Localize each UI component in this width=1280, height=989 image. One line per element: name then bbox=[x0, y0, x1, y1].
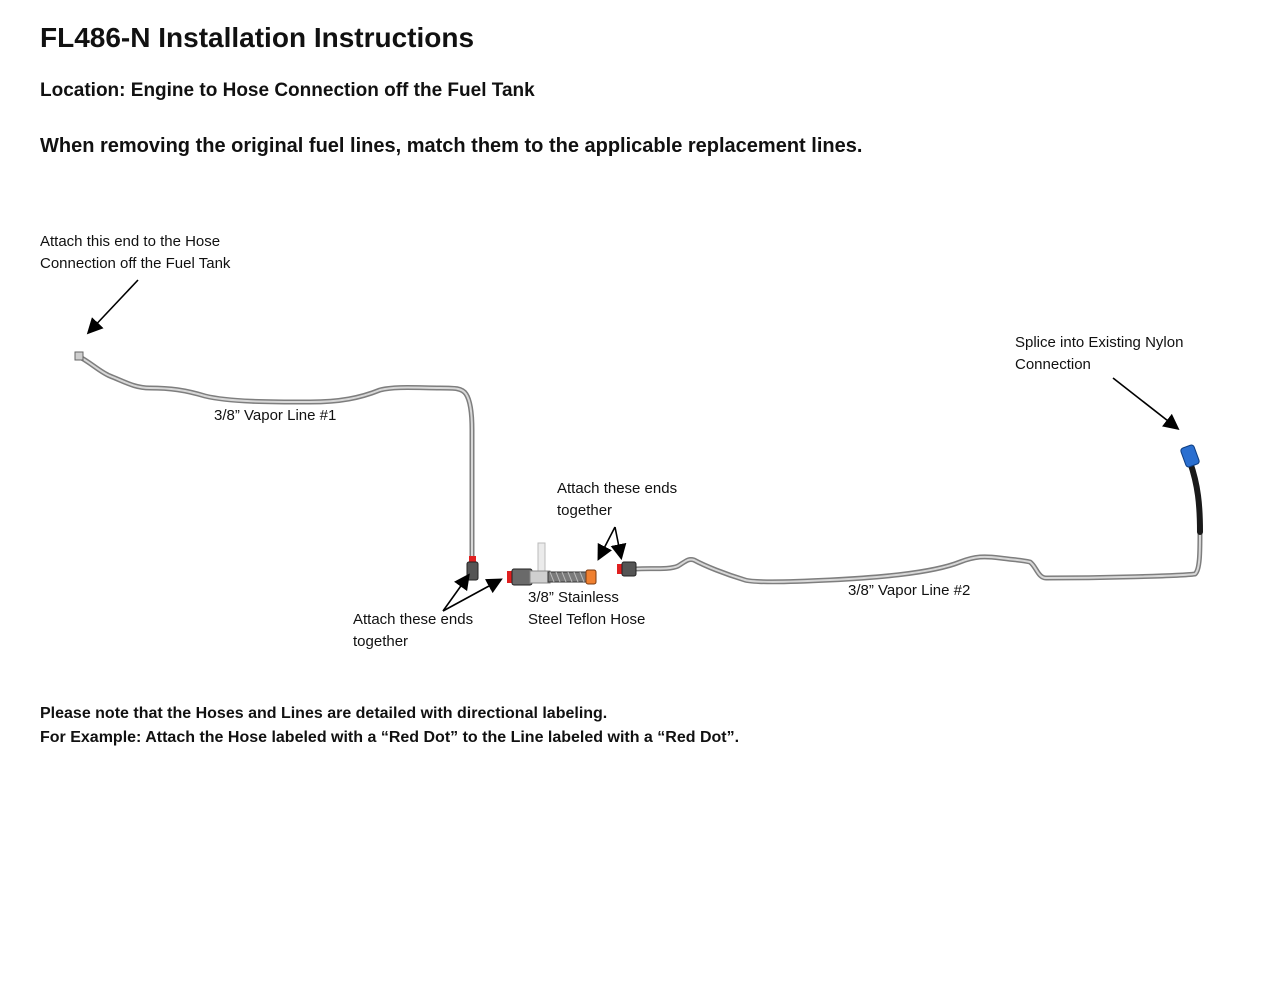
arrow-hose-end bbox=[443, 580, 500, 611]
location-text: Location: Engine to Hose Connection off the Fuel Tank bbox=[40, 80, 535, 101]
vapor-line-1 bbox=[75, 352, 478, 580]
tank-end-fitting bbox=[75, 352, 83, 360]
attach-right-callout: Attach these ends together bbox=[557, 480, 678, 519]
attach-left-callout: Attach these ends together bbox=[353, 611, 474, 650]
hose-end-fitting bbox=[512, 569, 532, 585]
vapor-line-2 bbox=[617, 444, 1200, 582]
splice-callout: Splice into Existing Nylon Connection bbox=[1015, 334, 1184, 373]
instruction-text: When removing the original fuel lines, match them to the applicable replacement lines. bbox=[40, 135, 863, 157]
page-title: FL486-N Installation Instructions bbox=[40, 22, 475, 53]
stainless-teflon-hose bbox=[507, 543, 596, 585]
orange-dot-fitting bbox=[586, 570, 596, 584]
arrow-line2-end bbox=[615, 527, 621, 557]
tank-end-callout: Attach this end to the Hose Connection off the Fuel Tank bbox=[40, 233, 231, 272]
line1-flare-nut bbox=[467, 562, 478, 580]
hose-crimp bbox=[530, 571, 550, 583]
line2-label: 3/8” Vapor Line #2 bbox=[848, 582, 971, 599]
note-red-dot-example: For Example: Attach the Hose labeled with a “Red Dot” to the Line labeled with a “Red Dot”. bbox=[40, 729, 740, 746]
line2-flare-nut bbox=[622, 562, 636, 576]
note-directional-labeling: Please note that the Hoses and Lines are detailed with directional labeling. bbox=[40, 705, 608, 722]
hose-tag bbox=[538, 543, 545, 573]
nylon-tube bbox=[1190, 462, 1200, 532]
arrow-splice bbox=[1113, 378, 1177, 428]
nylon-quick-connector bbox=[1180, 444, 1200, 468]
arrow-hose-orange-end bbox=[599, 527, 615, 558]
arrow-tank-end bbox=[89, 280, 138, 332]
line1-label: 3/8” Vapor Line #1 bbox=[214, 407, 337, 424]
hose-label: 3/8” Stainless Steel Teflon Hose bbox=[528, 589, 646, 628]
arrow-line1-end bbox=[443, 576, 468, 611]
